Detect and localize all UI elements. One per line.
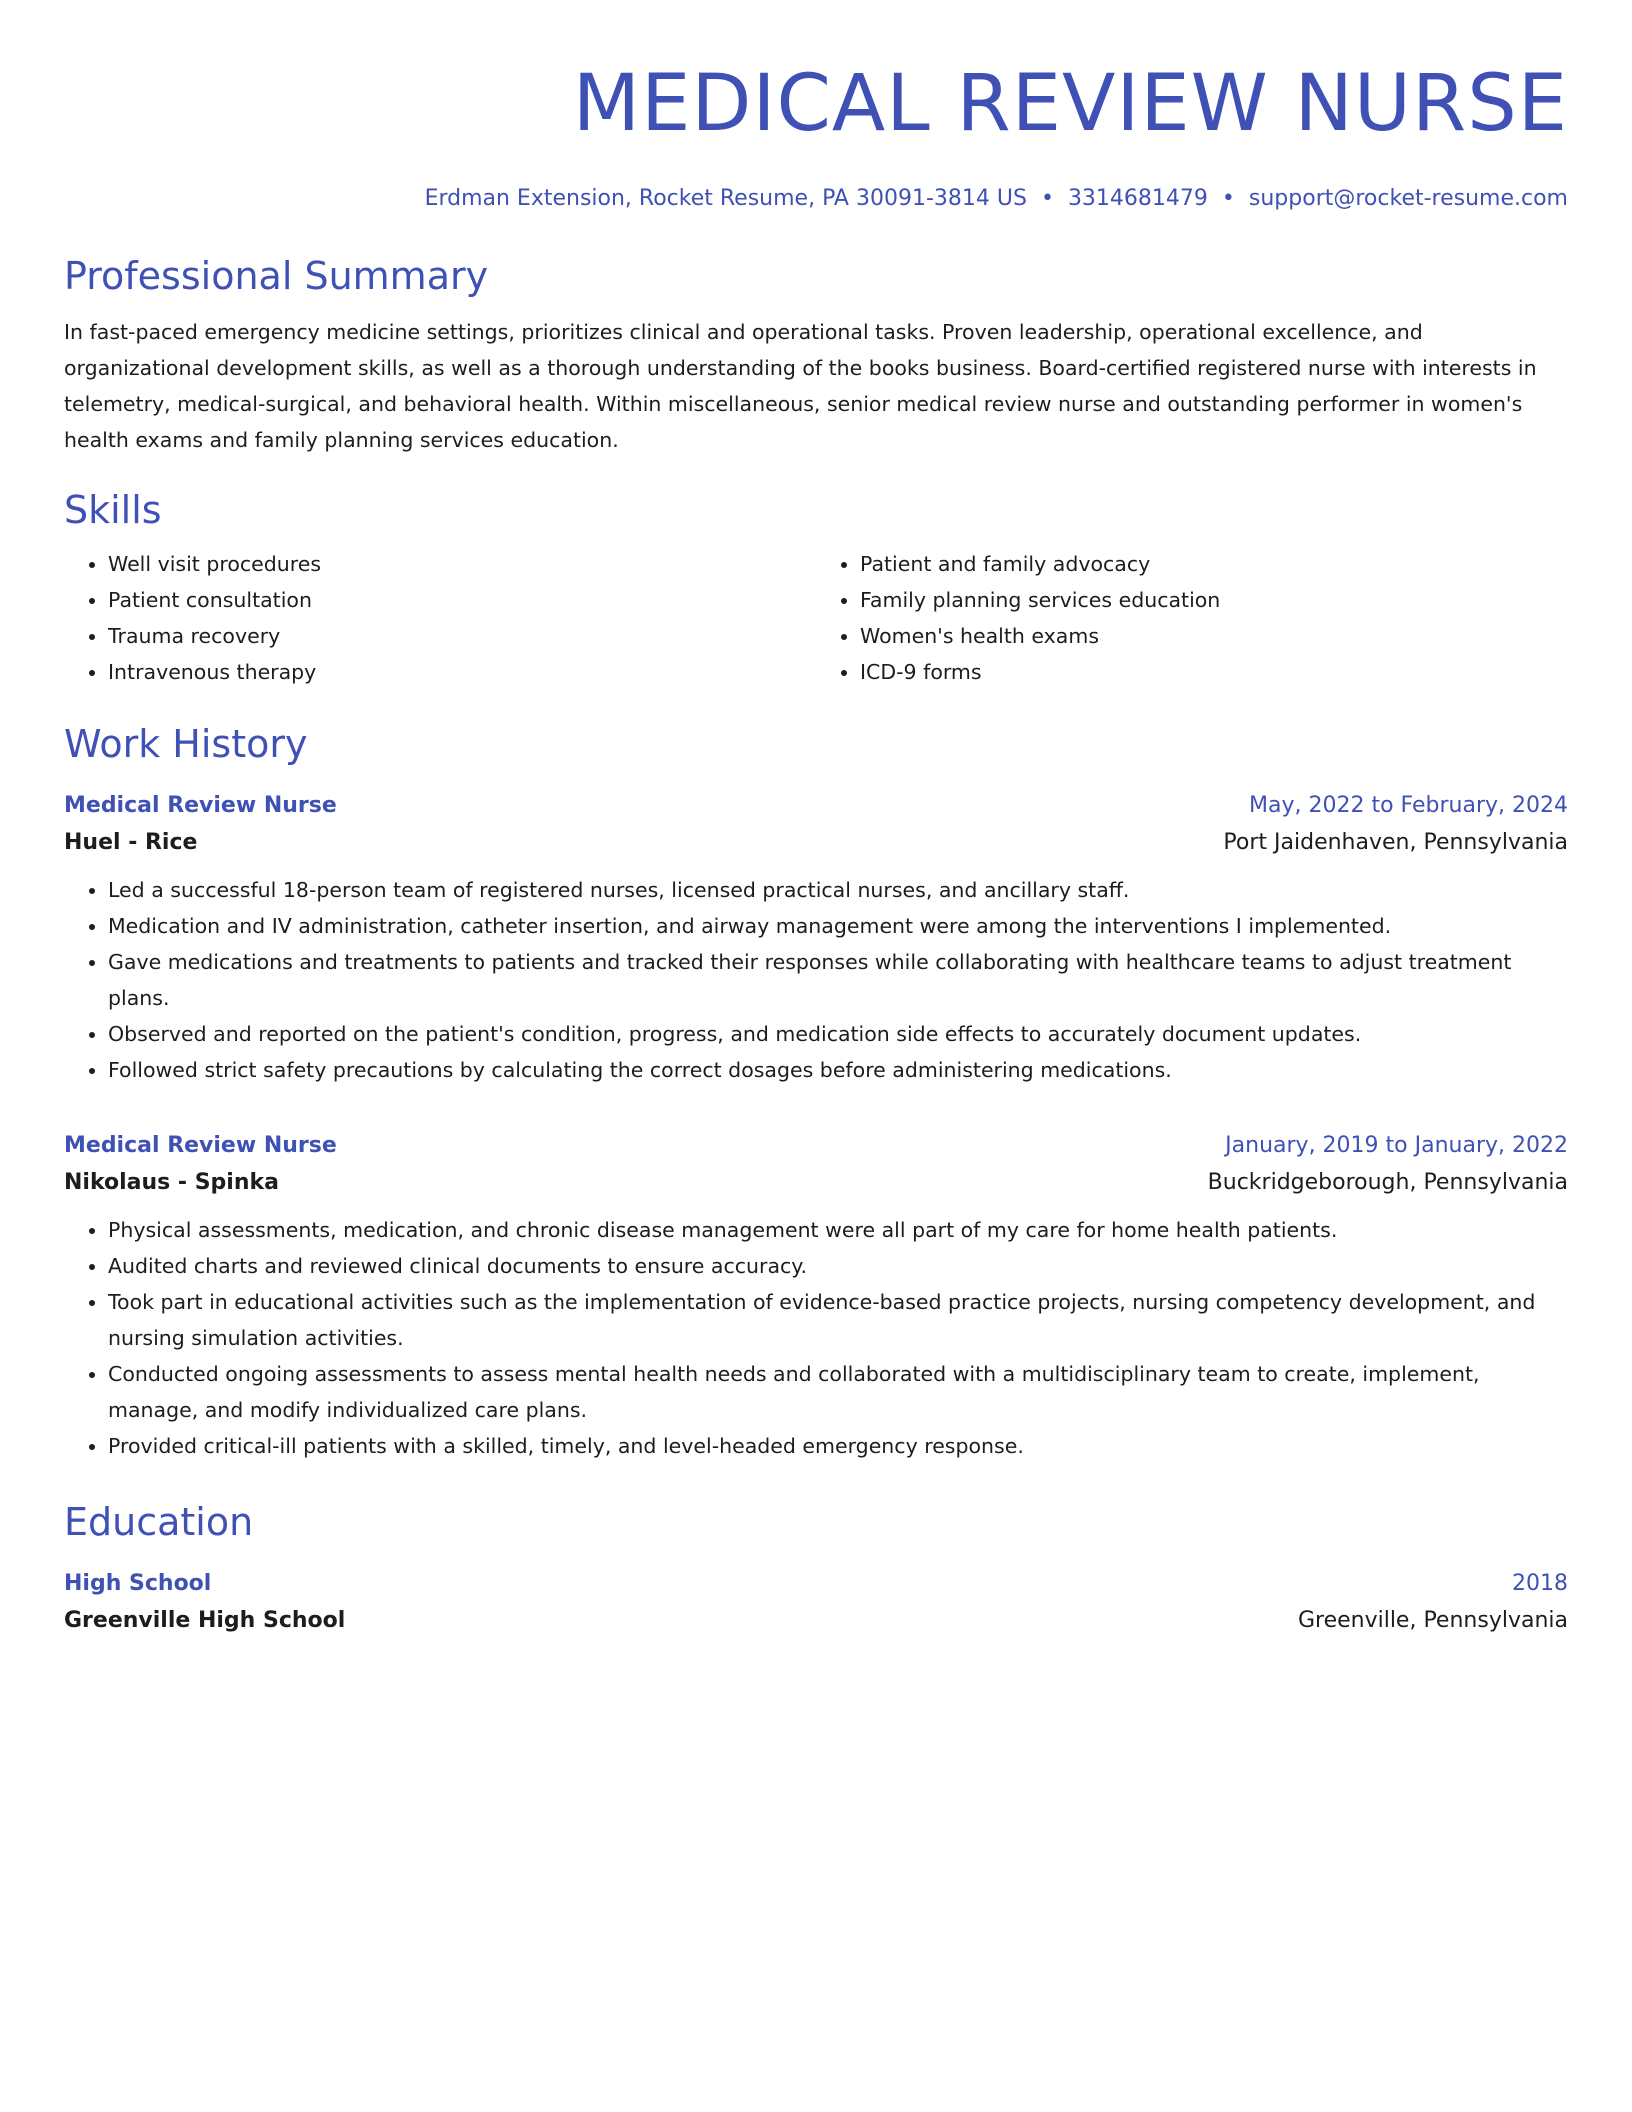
- skills-grid: [64, 546, 1568, 690]
- education-entry: [64, 1566, 1568, 1640]
- skills-heading: Skills: [64, 488, 162, 532]
- job-title: Medical Review Nurse: [64, 793, 337, 818]
- job-company: Nikolaus - Spinka: [64, 1170, 279, 1195]
- job-location: Port Jaidenhaven, Pennsylvania: [1223, 830, 1568, 855]
- contact-separator: •: [1040, 186, 1054, 211]
- job-company: Huel - Rice: [64, 830, 198, 855]
- education-school: Greenville High School: [64, 1608, 346, 1633]
- skill-item: • Patient consultation: [108, 582, 816, 618]
- resume-header: [64, 56, 1568, 214]
- skills-list-left: [64, 546, 816, 690]
- work-history-heading: Work History: [64, 722, 308, 766]
- education-degree-row: [64, 1566, 1568, 1602]
- job-bullet: • Observed and reported on the patient's condition, progress, and medication side effects to accurately document updates.: [108, 1016, 1568, 1052]
- job-entry: [64, 1128, 1568, 1464]
- contact-separator: •: [1221, 186, 1235, 211]
- job-bullet: • Audited charts and reviewed clinical documents to ensure accuracy.: [108, 1248, 1568, 1284]
- education-heading: Education: [64, 1500, 254, 1544]
- contact-line: [64, 184, 1568, 214]
- job-bullet: • Medication and IV administration, catheter insertion, and airway management were among the interventions I implemented.: [108, 908, 1568, 944]
- job-title-row: [64, 788, 1568, 824]
- job-title-row: [64, 1128, 1568, 1164]
- education-year: 2018: [1512, 1571, 1568, 1596]
- skill-item: • ICD-9 forms: [860, 654, 1568, 690]
- skill-item: • Intravenous therapy: [108, 654, 816, 690]
- skill-item: • Trauma recovery: [108, 618, 816, 654]
- job-dates: May, 2022 to February, 2024: [1249, 793, 1568, 818]
- job-location: Buckridgeborough, Pennsylvania: [1207, 1170, 1568, 1195]
- contact-address: Erdman Extension, Rocket Resume, PA 30091-3814 US: [424, 186, 1027, 211]
- job-company-row: [64, 1164, 1568, 1202]
- job-company-row: [64, 824, 1568, 862]
- contact-email: support@rocket-resume.com: [1248, 186, 1568, 211]
- job-bullet: • Led a successful 18-person team of registered nurses, licensed practical nurses, and ancillary staff.: [108, 872, 1568, 908]
- skill-item: • Family planning services education: [860, 582, 1568, 618]
- job-title: Medical Review Nurse: [64, 1133, 337, 1158]
- contact-phone: 3314681479: [1067, 186, 1208, 211]
- skill-item: • Patient and family advocacy: [860, 546, 1568, 582]
- skill-item: • Well visit procedures: [108, 546, 816, 582]
- job-entry: [64, 788, 1568, 1088]
- job-bullet: • Followed strict safety precautions by calculating the correct dosages before administering medications.: [108, 1052, 1568, 1088]
- job-bullet: • Took part in educational activities such as the implementation of evidence-based practice projects, nursing competency development, and nursing simulation activities.: [108, 1284, 1568, 1356]
- job-bullet: • Conducted ongoing assessments to assess mental health needs and collaborated with a multidisciplinary team to create, implement, manage, and modify individualized care plans.: [108, 1356, 1568, 1428]
- job-dates: January, 2019 to January, 2022: [1225, 1133, 1568, 1158]
- job-bullet: • Gave medications and treatments to patients and tracked their responses while collaborating with healthcare teams to adjust treatment plans.: [108, 944, 1568, 1016]
- skills-list-right: [816, 546, 1568, 690]
- job-bullet: • Physical assessments, medication, and chronic disease management were all part of my care for home health patients.: [108, 1212, 1568, 1248]
- summary-text: In fast-paced emergency medicine settings, prioritizes clinical and operational tasks. Proven leadership, operational excellence, and organizational development skills, as well as a thorough understanding of the books business. Board-certified registered nurse with interests in telemetry, medical-surgical, and behavioral health. Within miscellaneous, senior medical review nurse and outstanding performer in women's health exams and family planning services education.: [64, 320, 1537, 452]
- job-bullet: • Provided critical-ill patients with a skilled, timely, and level-headed emergency response.: [108, 1428, 1568, 1464]
- job-bullets: [64, 872, 1568, 1088]
- education-degree: High School: [64, 1571, 212, 1596]
- job-bullets: [64, 1212, 1568, 1464]
- skill-item: • Women's health exams: [860, 618, 1568, 654]
- education-location: Greenville, Pennsylvania: [1297, 1608, 1568, 1633]
- summary-heading: Professional Summary: [64, 254, 489, 298]
- education-school-row: [64, 1602, 1568, 1640]
- resume-name: MEDICAL REVIEW NURSE: [572, 59, 1568, 149]
